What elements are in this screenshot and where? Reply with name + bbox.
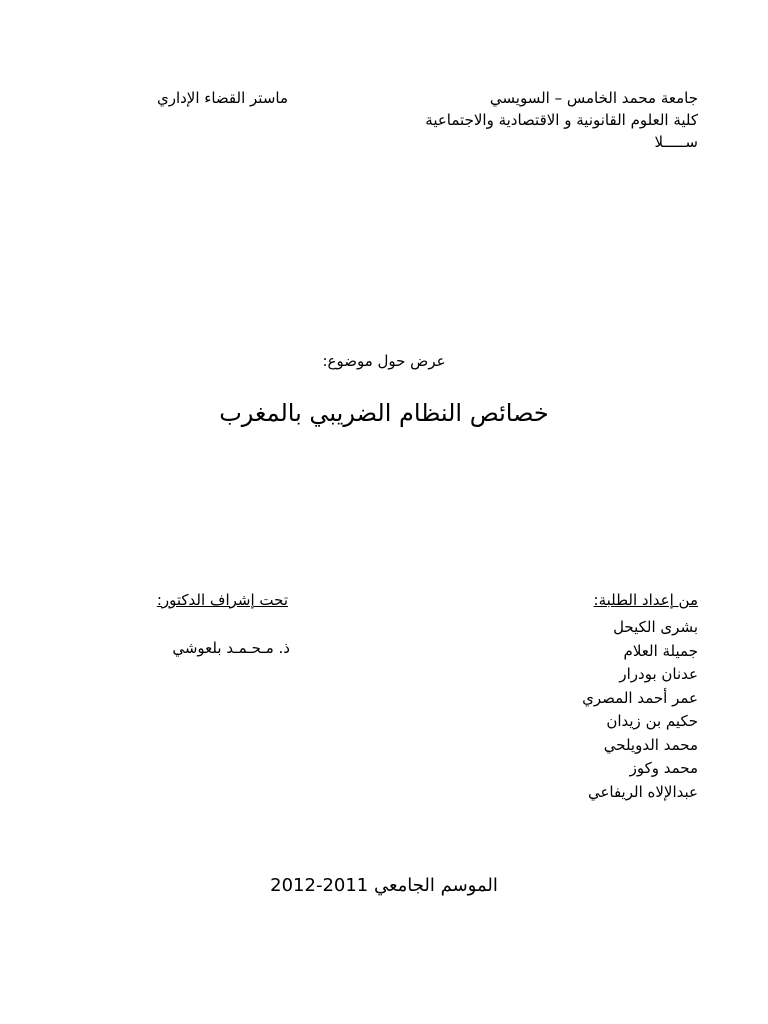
document-title: خصائص النظام الضريبي بالمغرب	[219, 399, 549, 427]
academic-year: الموسم الجامعي 2011-2012	[270, 875, 498, 896]
faculty-name: كلية العلوم القانونية و الاقتصادية والاجتماعية	[425, 111, 698, 129]
program-name: ماستر القضاء الإداري	[156, 89, 288, 107]
students-list	[582, 616, 698, 804]
students-heading: من إعداد الطلبة:	[593, 591, 698, 609]
city-name: ســـــلا	[654, 133, 698, 151]
supervisor-heading: تحت إشراف الدكتور:	[156, 591, 288, 609]
student-name: عبدالإلاه الريفاعي	[587, 782, 698, 801]
university-name: جامعة محمد الخامس – السويسي	[489, 89, 698, 107]
student-name: عدنان بودرار	[619, 665, 698, 683]
student-name: بشرى الكيحل	[613, 618, 698, 636]
subject-intro: عرض حول موضوع:	[322, 352, 446, 370]
supervisor-name: ذ. مـحـمـد بلعوشي	[172, 639, 290, 657]
student-name: حكيم بن زيدان	[606, 712, 698, 730]
student-name: عمر أحمد المصري	[582, 688, 698, 707]
student-name: محمد الدويلحي	[603, 735, 698, 754]
student-name: جميلة العلام	[623, 641, 698, 660]
student-name: محمد وكوز	[629, 759, 698, 777]
